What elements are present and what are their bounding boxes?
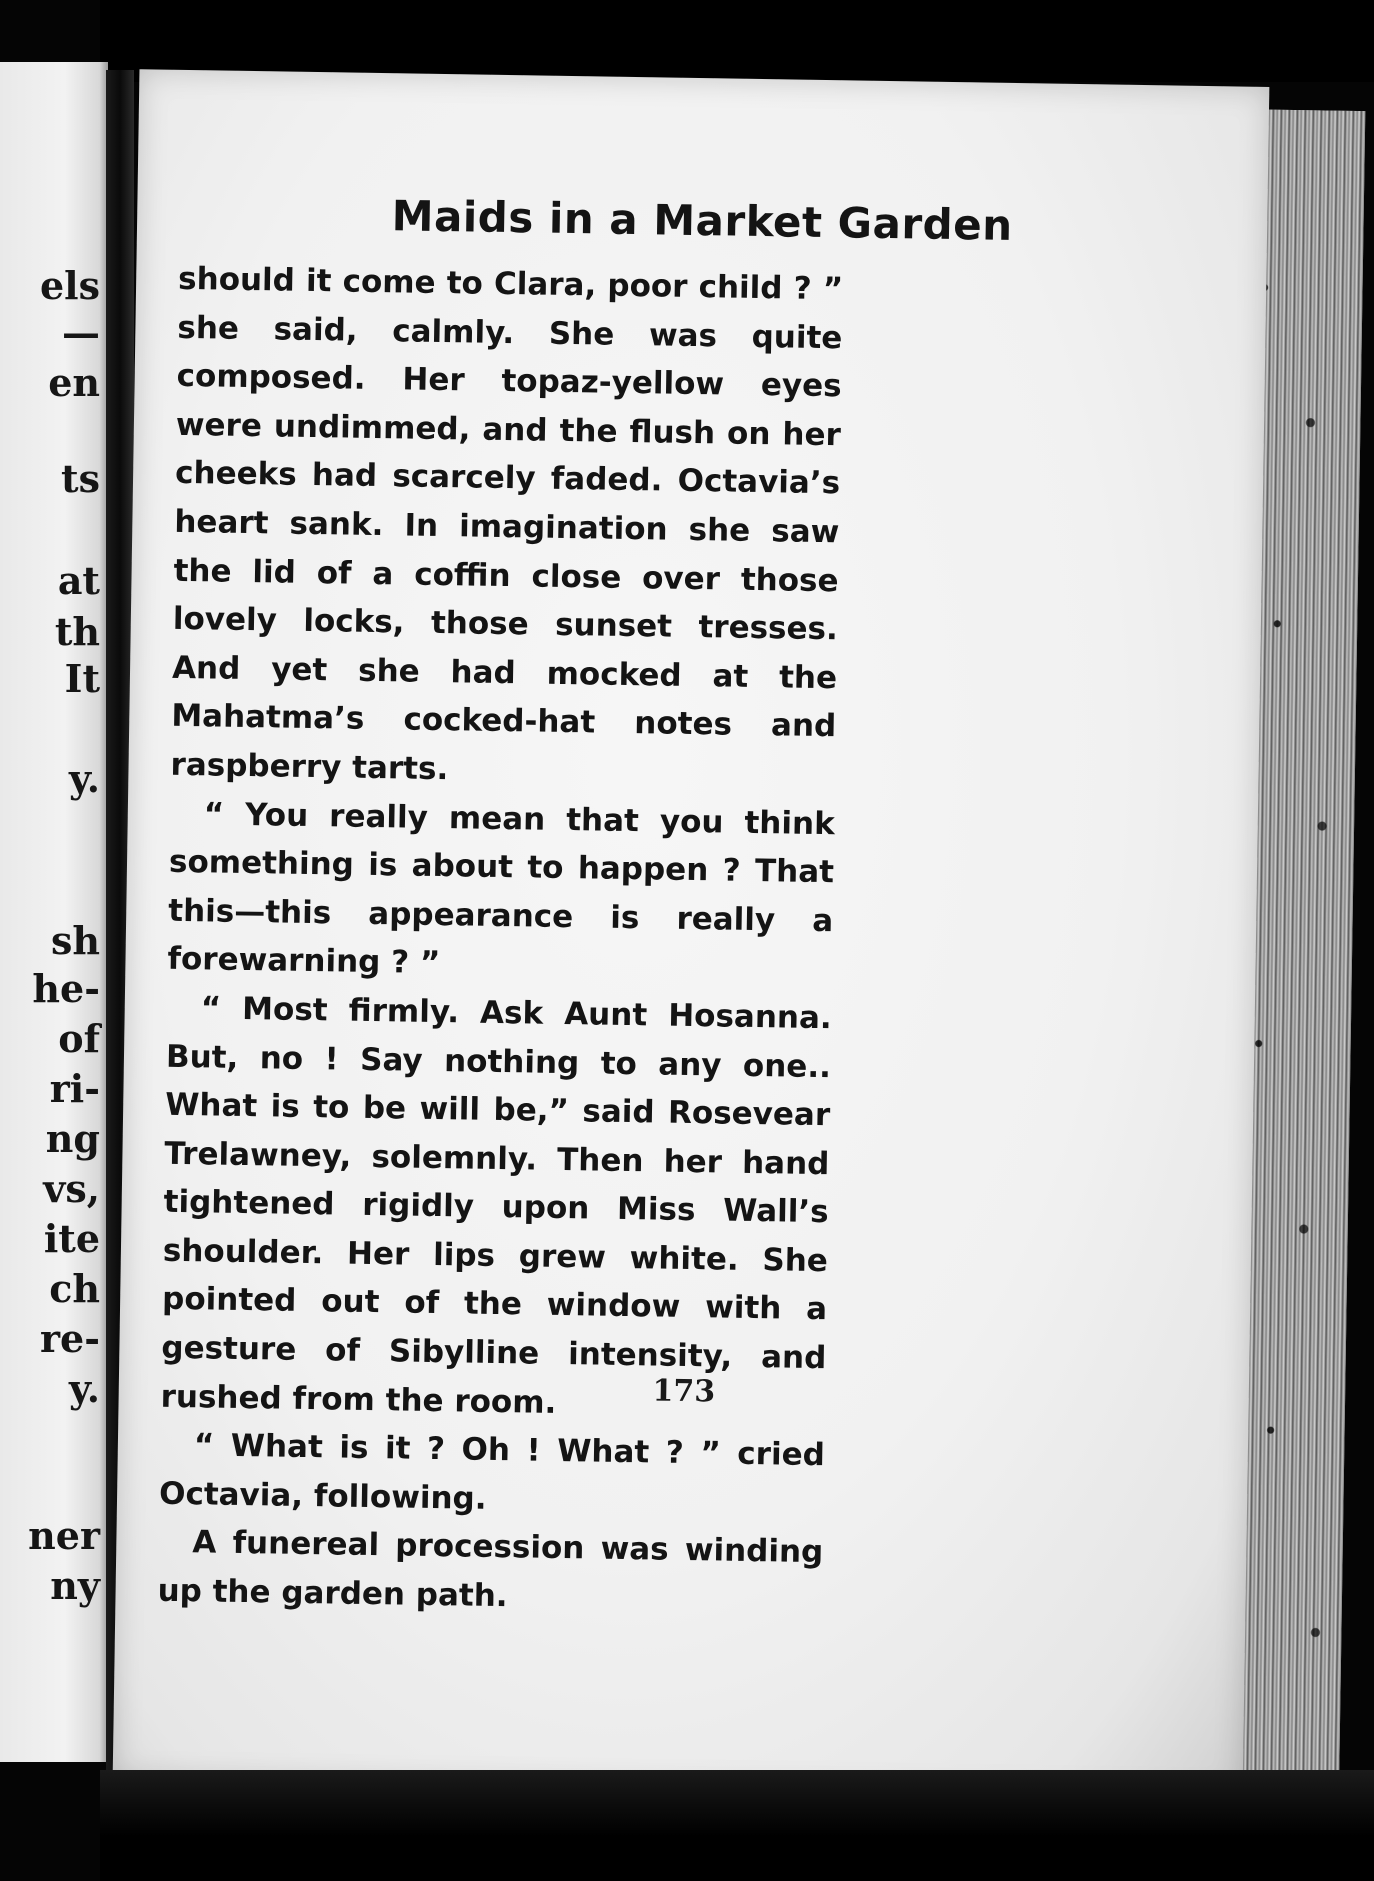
left-page-fragment: y. bbox=[69, 756, 100, 801]
bottom-shadow bbox=[100, 1770, 1374, 1881]
left-page-fragment: sh bbox=[50, 918, 100, 963]
previous-page-fragment bbox=[0, 62, 108, 1762]
left-page-fragment: y. bbox=[69, 1366, 100, 1411]
left-page-fragment: ts bbox=[61, 456, 100, 501]
left-page-fragment: ite bbox=[43, 1216, 100, 1261]
left-page-fragment: re- bbox=[40, 1316, 100, 1361]
left-page-fragment: at bbox=[57, 558, 100, 603]
paragraph: A funereal procession was winding up the garden path. bbox=[157, 1524, 824, 1615]
left-page-fragment: ng bbox=[45, 1116, 100, 1161]
left-page-fragment: he- bbox=[32, 966, 100, 1011]
body-text bbox=[157, 255, 843, 1626]
running-head: Maids in a Market Garden bbox=[391, 191, 1013, 250]
left-page-fragment: ch bbox=[49, 1266, 100, 1311]
left-page-fragment: ri- bbox=[49, 1066, 100, 1111]
left-page-fragment: It bbox=[64, 656, 100, 701]
paragraph: should it come to Clara, poor child ? ” she said, calmly. She was quite composed. Her topaz-yellow eyes were undimmed, and the flush on her cheeks had scarcely faded. Octavia’s heart sank. In imagination she saw the lid of a coffin close over those lovely locks, those sunset tresses. And yet she had mocked at the Mahatma’s cocked-hat notes and raspberry tarts. bbox=[170, 260, 844, 788]
left-page-fragment: — bbox=[62, 310, 100, 355]
left-page-fragment: ner bbox=[28, 1513, 100, 1558]
left-page-fragment: vs, bbox=[43, 1166, 100, 1211]
left-page-fragment: ny bbox=[50, 1563, 100, 1608]
left-page-fragment: en bbox=[48, 360, 100, 405]
top-shadow bbox=[100, 0, 1374, 82]
left-page-fragment: th bbox=[54, 609, 100, 654]
paragraph: “ What is it ? Oh ! What ? ” cried Octavia, following. bbox=[158, 1427, 826, 1517]
paragraph: “ You really mean that you think something is about to happen ? That this—this appearance is really a forewarning ? ” bbox=[167, 795, 836, 982]
book-page bbox=[113, 69, 1270, 1797]
paragraph: “ Most firmly. Ask Aunt Hosanna. But, no ! Say nothing to any one.. What is to be will be,” said Rosevear Trelawney, solemnly. Then her hand tightened rigidly upon Miss Wall’s shoulder. Her lips grew white. She pointed out of the window with a gesture of Sibylline intensity, and rushed from the room. bbox=[160, 990, 832, 1421]
left-page-fragment: of bbox=[58, 1016, 100, 1061]
page-number: 173 bbox=[652, 1373, 716, 1410]
left-page-fragment: els bbox=[39, 263, 100, 308]
